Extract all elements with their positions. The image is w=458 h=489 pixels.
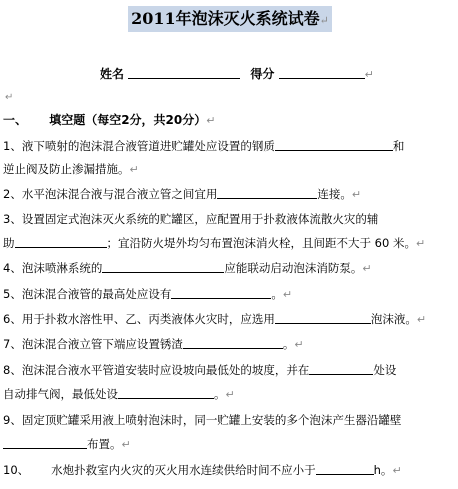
- q2-text-a: 2、水平泡沫混合液与混合液立管之间宜用: [3, 187, 218, 201]
- section-heading: [3, 112, 215, 129]
- question-3-line-1: [3, 211, 378, 227]
- q7-text-b: 。: [282, 337, 295, 351]
- paragraph-mark-icon: ↵: [416, 313, 427, 326]
- name-blank[interactable]: [128, 66, 240, 79]
- q10-blank[interactable]: [316, 462, 374, 475]
- question-7: [3, 336, 304, 353]
- paragraph-mark-icon: ↵: [129, 163, 139, 176]
- q1-text-c: 逆止阀及防止渗漏措施。: [3, 162, 130, 176]
- q8-text-c: 自动排气阀，最低处设: [3, 387, 118, 401]
- q10-text-b: 水炮扑救室内火灾的灭火用水连续供给时间不应小于: [51, 463, 316, 477]
- question-2: [3, 186, 361, 203]
- q4-text-a: 4、泡沫喷淋系统的: [3, 261, 103, 275]
- q3-blank[interactable]: [15, 235, 107, 248]
- q4-text-b: 应能联动启动泡沫消防泵。: [224, 261, 363, 275]
- question-9-line-1: [3, 412, 401, 428]
- q2-blank[interactable]: [217, 186, 317, 199]
- title-text: 2011年泡沫灭火系统试卷: [131, 9, 320, 28]
- question-3-line-2: [3, 235, 425, 252]
- question-5: [3, 286, 292, 303]
- q6-text-a: 6、用于扑救水溶性甲、乙、丙类液体火灾时，应选用: [3, 312, 275, 326]
- q10-number: 10、: [3, 463, 30, 477]
- q8-blank-1[interactable]: [309, 362, 373, 375]
- paragraph-mark-icon: ↵: [282, 288, 293, 301]
- q5-text-b: 。: [271, 287, 283, 301]
- q9-text-b: 布置。: [87, 437, 122, 451]
- q8-text-d: 。: [214, 387, 226, 401]
- q5-blank[interactable]: [171, 286, 271, 299]
- q8-blank-2[interactable]: [118, 386, 214, 399]
- paragraph-mark-icon: ↵: [392, 464, 402, 477]
- q1-text-a: 1、液下喷射的泡沫混合液管道进贮罐处应设置的钢质: [3, 139, 275, 153]
- q9-text-a: 9、固定顶贮罐采用液上喷射泡沫时，同一贮罐上安装的多个泡沫产生器沿罐壁: [3, 413, 402, 427]
- q6-text-b: 泡沫液。: [370, 312, 417, 326]
- section-number: 一、: [3, 113, 28, 127]
- name-label: 姓名: [100, 67, 125, 81]
- q8-text-b: 处设: [373, 363, 397, 377]
- question-1-line-1: [3, 138, 404, 154]
- q10-text-c: h。: [373, 463, 393, 477]
- score-label: 得分: [250, 67, 275, 81]
- name-score-line: [100, 66, 374, 83]
- q7-text-a: 7、泡沫混合液立管下端应设置锈渣: [3, 337, 183, 351]
- q2-text-b: 连接。: [317, 187, 352, 201]
- question-8-line-2: [3, 386, 235, 403]
- paragraph-mark-icon: ↵: [362, 262, 372, 275]
- paragraph-mark-icon: ↵: [121, 438, 131, 451]
- q8-text-a: 8、泡沫混合液水平管道安装时应设坡向最低处的坡度，并在: [3, 363, 310, 377]
- paragraph-mark-icon: ↵: [351, 188, 362, 201]
- q9-blank[interactable]: [3, 436, 87, 449]
- paragraph-mark-icon: ↵: [5, 92, 14, 103]
- section-heading-text: 填空题（每空2分，共20分）: [49, 113, 207, 127]
- q7-blank[interactable]: [183, 336, 283, 349]
- question-6: [3, 311, 426, 328]
- paragraph-mark-icon: ↵: [415, 237, 426, 250]
- score-blank[interactable]: [279, 66, 365, 79]
- q3-text-a: 3、设置固定式泡沫灭火系统的贮罐区，应配置用于扑救液体流散火灾的辅: [3, 212, 379, 226]
- question-1-line-2: [3, 161, 139, 178]
- q5-text-a: 5、泡沫混合液管的最高处应设有: [3, 287, 172, 301]
- q3-text-b: 助: [3, 236, 15, 250]
- question-8-line-1: [3, 362, 396, 378]
- paragraph-mark-icon: ↵: [364, 68, 374, 81]
- q4-blank[interactable]: [102, 260, 224, 273]
- q6-blank[interactable]: [275, 311, 371, 324]
- paragraph-mark-icon: ↵: [319, 14, 329, 27]
- question-10: [3, 462, 402, 479]
- paragraph-mark-icon: ↵: [225, 388, 235, 401]
- q1-text-b: 和: [392, 139, 405, 153]
- paragraph-mark-icon: ↵: [294, 338, 304, 351]
- q1-blank-1[interactable]: [275, 138, 393, 151]
- document-title: [128, 6, 332, 32]
- q3-text-c: ；宜沿防火堤外均匀布置泡沫消火栓，且间距不大于 60 米。: [106, 236, 416, 250]
- question-4: [3, 260, 372, 277]
- question-9-line-2: [3, 436, 131, 453]
- paragraph-mark-icon: ↵: [206, 114, 216, 127]
